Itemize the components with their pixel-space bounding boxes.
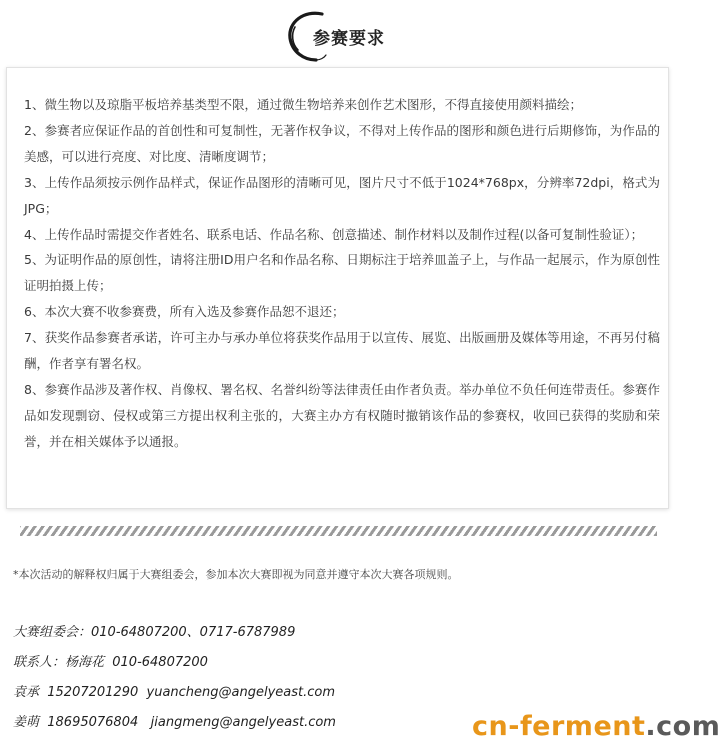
contact-info (13, 624, 453, 744)
requirements-list (24, 92, 660, 455)
requirement-item: 5、为证明作品的原创性，请将注册ID用户名和作品名称、日期标注于培养皿盖子上，与作品一起展示，作为原创性证明拍摄上传； (24, 252, 660, 294)
watermark-part-1: cn- (472, 711, 520, 742)
page-title: 参赛要求 (313, 29, 385, 49)
hatched-divider (20, 526, 657, 536)
contact-person: 联系人：杨海花 010-64807200 (13, 655, 208, 670)
requirements-box (6, 67, 669, 509)
site-watermark (472, 711, 720, 742)
watermark-part-2: ferment (519, 711, 646, 742)
contact-jiangmeng: 姜萌 18695076804 jiangmeng@angelyeast.com (13, 715, 336, 730)
requirement-item: 3、上传作品须按示例作品样式，保证作品图形的清晰可见，图片尺寸不低于1024*768px，分辨率72dpi，格式为JPG； (24, 174, 660, 216)
contact-yuancheng: 袁承 15207201290 yuancheng@angelyeast.com (13, 685, 336, 700)
requirement-item: 1、微生物以及琼脂平板培养基类型不限，通过微生物培养来创作艺术图形，不得直接使用颜料描绘； (24, 97, 582, 112)
requirement-item: 4、上传作品时需提交作者姓名、联系电话、作品名称、创意描述、制作材料以及制作过程(以备可复制性验证）； (24, 226, 644, 242)
contact-committee: 大赛组委会：010-64807200、0717-6787989 (13, 625, 296, 640)
watermark-part-3: .com (645, 711, 720, 742)
requirement-item: 6、本次大赛不收参赛费，所有入选及参赛作品恕不退还； (24, 304, 345, 320)
requirement-item: 8、参赛作品涉及著作权、肖像权、署名权、名誉纠纷等法律责任由作者负责。举办单位不负任何连带责任。参赛作品如发现剽窃、侵权或第三方提出权利主张的，大赛主办方有权随时撤销该作品的参赛权，收回已获得的奖励和荣誉，并在相关媒体予以通报。 (24, 381, 660, 449)
requirement-item: 7、获奖作品参赛者承诺，许可主办与承办单位将获奖作品用于以宣传、展览、出版画册及媒体等用途，不再另付稿酬，作者享有署名权。 (24, 330, 660, 372)
requirement-item: 2、参赛者应保证作品的首创性和可复制性，无著作权争议，不得对上传作品的图形和颜色进行后期修饰，为作品的美感，可以进行亮度、对比度、清晰度调节； (24, 122, 660, 164)
section-title-block (0, 0, 676, 66)
rules-note: *本次活动的解释权归属于大赛组委会，参加本次大赛即视为同意并遵守本次大赛各项规则。 (13, 568, 459, 581)
